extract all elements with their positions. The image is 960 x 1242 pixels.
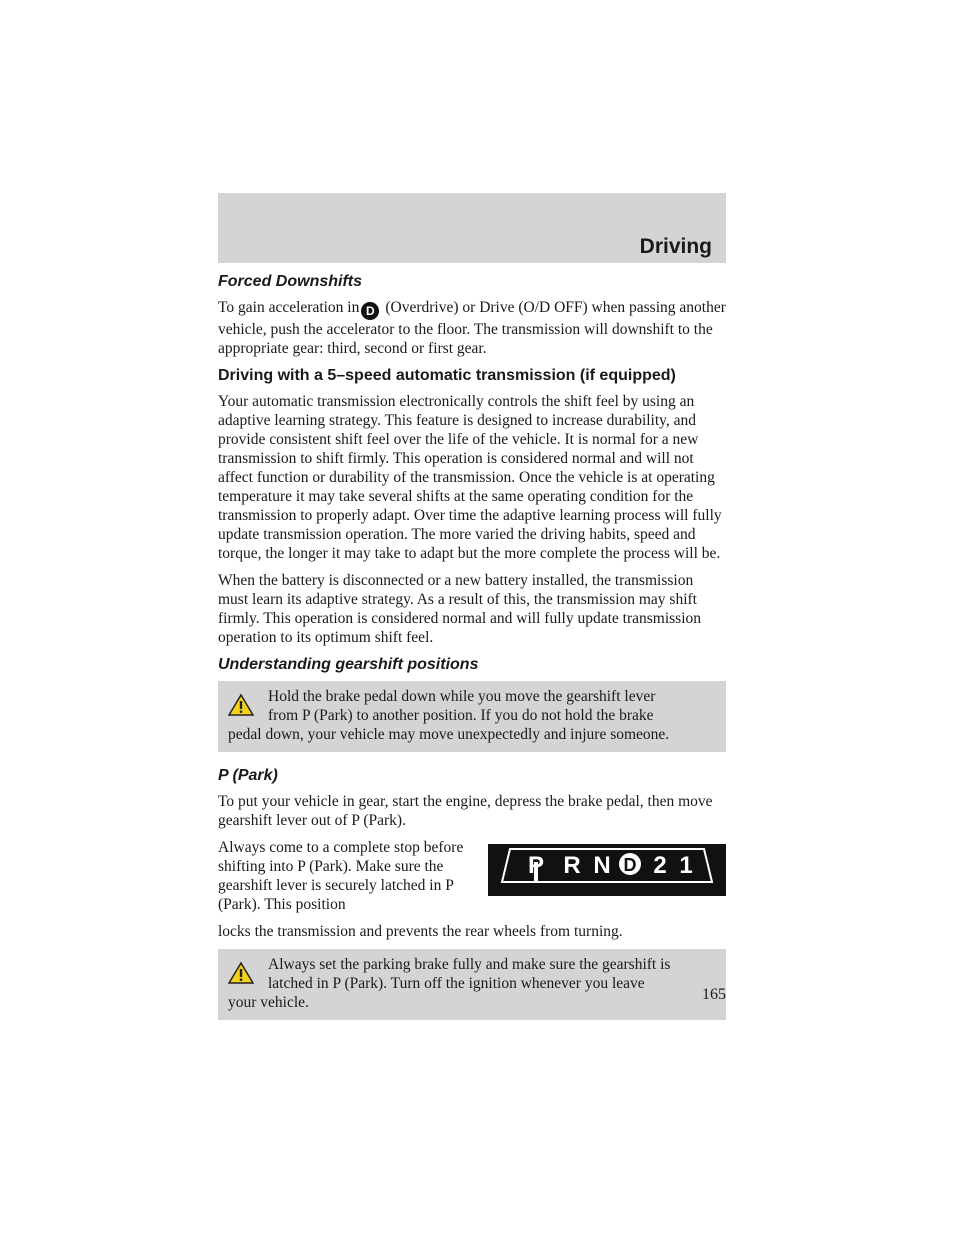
park-block xyxy=(218,838,726,914)
gear-label-d: D xyxy=(623,855,637,875)
page-number: 165 xyxy=(702,986,726,1003)
section-title: Driving xyxy=(639,235,712,258)
forced-text-before: To gain acceleration in xyxy=(218,299,360,316)
heading-forced-downshifts: Forced Downshifts xyxy=(218,273,363,290)
warning-line-1: Always set the parking brake fully and make sure the gearshift is xyxy=(268,956,671,973)
overdrive-d-icon: D xyxy=(361,302,379,320)
warning-brake-pedal xyxy=(218,681,726,752)
warning-triangle-icon xyxy=(228,961,254,985)
warning-line-3: pedal down, your vehicle may move unexpectedly and injure someone. xyxy=(228,726,670,743)
gear-label-n: N xyxy=(593,852,611,879)
heading-park: P (Park) xyxy=(218,767,278,784)
section-header-band xyxy=(218,193,726,263)
paragraph-battery: When the battery is disconnected or a new battery installed, the transmission must learn its adaptive strategy. As a result of this, the transmission may shift firmly. This operation is considered normal and will fully update transmission operation to its optimum shift feel. xyxy=(218,572,701,646)
gear-label-p: P xyxy=(527,852,545,879)
warning-line-2: from P (Park) to another position. If you do not hold the brake xyxy=(268,707,654,724)
warning-parking-brake xyxy=(218,949,726,1020)
warning-line-1: Hold the brake pedal down while you move the gearshift lever xyxy=(268,688,656,705)
gear-label-r: R xyxy=(563,852,581,879)
paragraph-adaptive-learning: Your automatic transmission electronically controls the shift feel by using an adaptive learning strategy. This feature is designed to increase durability, and provide consistent shift feel over the life of the vehicle. It is normal for a new transmission to shift firmly. This operation is considered normal and will not affect function or durability of the transmission. Once the vehicle is at operating temperature it may take several shifts at the same operating condition for the transmission to properly adapt. Over time the adaptive learning process will fully update transmission operation. The more varied the driving habits, speed and torque, the longer it may take to adapt but the more complete the process will be. xyxy=(218,393,722,562)
warning-line-3: your vehicle. xyxy=(228,994,309,1011)
paragraph-park-stop: Always come to a complete stop before shifting into P (Park). Make sure the gearshift lever is securely latched in P (Park). This position xyxy=(218,839,464,913)
paragraph-park-engage: To put your vehicle in gear, start the engine, depress the brake pedal, then move gearshift lever out of P (Park). xyxy=(218,793,713,829)
forced-text-after: (Overdrive) or Drive (O/D OFF) when passing another vehicle, push the accelerator to the floor. The transmission will downshift to the appropriate gear: third, second or first gear. xyxy=(218,299,726,357)
heading-gearshift-positions: Understanding gearshift positions xyxy=(218,656,479,673)
paragraph-forced-downshifts xyxy=(218,298,726,358)
gear-label-2: 2 xyxy=(653,852,667,879)
warning-triangle-icon xyxy=(228,693,254,717)
heading-five-speed: Driving with a 5–speed automatic transmission (if equipped) xyxy=(218,367,676,384)
page-content xyxy=(218,272,726,1034)
warning-line-2: latched in P (Park). Turn off the ignition whenever you leave xyxy=(268,975,645,992)
paragraph-park-locks: locks the transmission and prevents the rear wheels from turning. xyxy=(218,923,623,940)
gear-indicator-graphic xyxy=(488,844,726,896)
gear-indicator-plate xyxy=(488,844,726,896)
gear-label-1: 1 xyxy=(679,852,693,879)
